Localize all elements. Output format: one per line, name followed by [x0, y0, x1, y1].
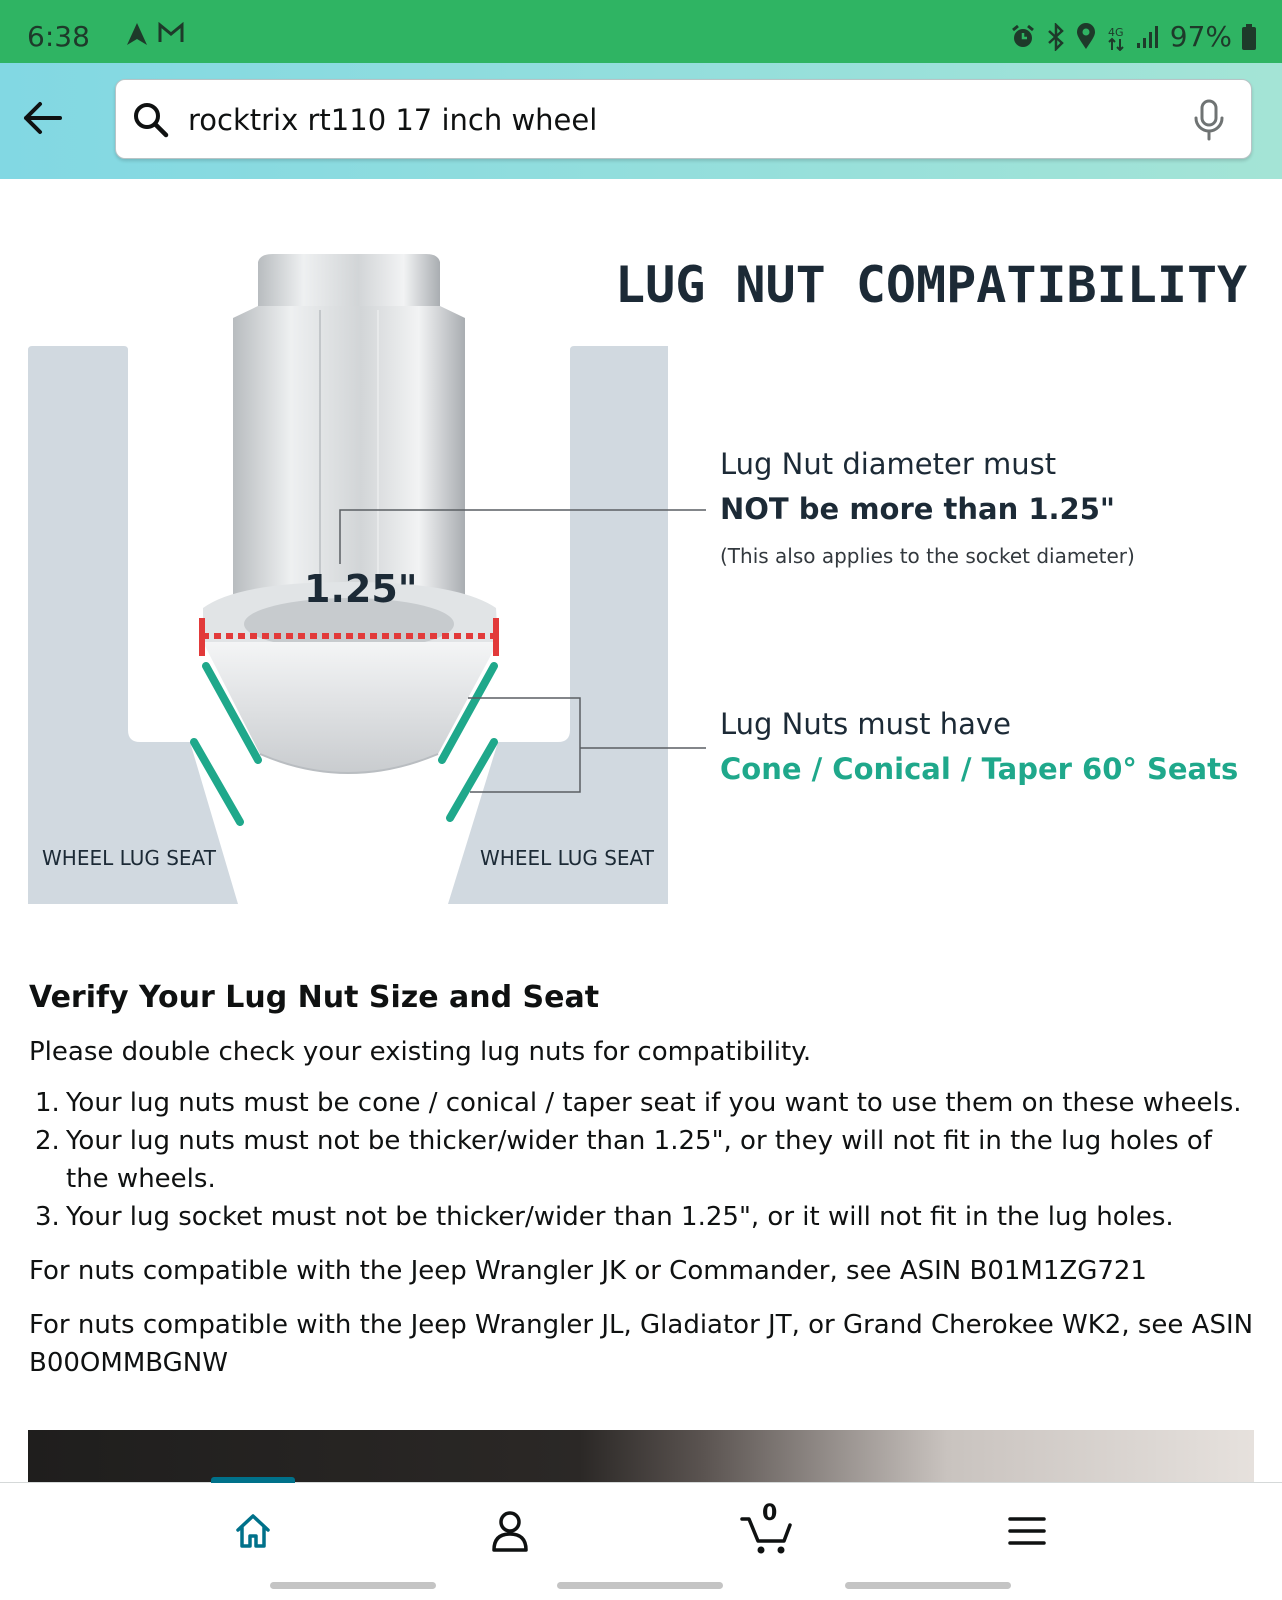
image-title: LUG NUT COMPATIBILITY — [615, 256, 1248, 314]
seat-line2: Cone / Conical / Taper 60° Seats — [720, 752, 1239, 786]
list-item — [29, 1122, 1254, 1198]
gesture-bar-left[interactable] — [270, 1582, 436, 1589]
microphone-icon[interactable] — [1193, 99, 1225, 141]
navigation-icon — [126, 22, 148, 46]
left-seat-label: WHEEL LUG SEAT — [42, 846, 216, 870]
jl-compatibility-note: For nuts compatible with the Jeep Wrangler JL, Gladiator JT, or Grand Cherokee WK2, see ASIN B00OMMBGNW — [29, 1310, 1254, 1378]
diameter-note: (This also applies to the socket diameter) — [720, 544, 1135, 568]
location-icon — [1076, 23, 1096, 51]
home-icon — [233, 1511, 273, 1551]
diameter-line1: Lug Nut diameter must — [720, 447, 1057, 481]
list-text: Your lug nuts must not be thicker/wider than 1.25", or they will not fit in the lug holes of the wheels. — [66, 1126, 1212, 1194]
search-header — [0, 63, 1282, 179]
account-icon — [490, 1509, 530, 1553]
cart-count-badge: 0 — [762, 1501, 778, 1526]
menu-icon — [1007, 1515, 1047, 1547]
list-number: 3. — [35, 1202, 60, 1232]
list-number: 2. — [35, 1126, 60, 1156]
nav-home[interactable] — [223, 1503, 283, 1559]
next-product-image[interactable] — [28, 1430, 1254, 1482]
list-item — [29, 1198, 1254, 1236]
jk-compatibility-note: For nuts compatible with the Jeep Wrangler JK or Commander, see ASIN B01M1ZG721 — [29, 1256, 1147, 1286]
list-text: Your lug socket must not be thicker/wider than 1.25", or it will not fit in the lug holes. — [66, 1202, 1174, 1232]
intro-text: Please double check your existing lug nuts for compatibility. — [29, 1037, 812, 1067]
search-box[interactable] — [115, 79, 1252, 159]
nav-account[interactable] — [480, 1503, 540, 1559]
steps-list — [29, 1084, 1254, 1236]
list-item — [29, 1084, 1254, 1122]
diameter-line2: NOT be more than 1.25" — [720, 492, 1116, 526]
right-seat-label: WHEEL LUG SEAT — [480, 846, 654, 870]
seat-line1: Lug Nuts must have — [720, 707, 1011, 741]
status-notification-icons — [126, 22, 184, 46]
list-text: Your lug nuts must be cone / conical / taper seat if you want to use them on these wheels. — [66, 1088, 1242, 1118]
signal-icon — [1136, 25, 1160, 49]
bottom-navigation — [0, 1482, 1282, 1574]
status-bar — [0, 0, 1282, 63]
nav-cart[interactable] — [736, 1503, 800, 1559]
search-input[interactable] — [188, 92, 1168, 148]
gesture-bar-right[interactable] — [845, 1582, 1011, 1589]
status-time: 6:38 — [27, 20, 90, 53]
svg-text:4G: 4G — [1107, 25, 1124, 39]
lug-nut — [203, 254, 498, 773]
lug-nut-compatibility-image[interactable] — [28, 232, 1254, 932]
back-arrow-icon[interactable] — [20, 95, 66, 141]
gmail-icon — [158, 22, 184, 44]
battery-percent: 97% — [1169, 20, 1232, 53]
data-icon — [1106, 23, 1126, 51]
active-tab-indicator — [211, 1477, 295, 1483]
battery-icon — [1242, 24, 1256, 50]
section-heading: Verify Your Lug Nut Size and Seat — [29, 980, 600, 1015]
list-number: 1. — [35, 1088, 60, 1118]
product-description — [29, 978, 1254, 1382]
alarm-icon — [1010, 24, 1036, 50]
gesture-bar-center[interactable] — [557, 1582, 723, 1589]
bluetooth-icon — [1046, 23, 1066, 51]
search-icon — [132, 101, 170, 139]
measure-label: 1.25" — [304, 567, 418, 611]
status-system-icons — [1010, 20, 1256, 53]
nav-menu[interactable] — [997, 1503, 1057, 1559]
